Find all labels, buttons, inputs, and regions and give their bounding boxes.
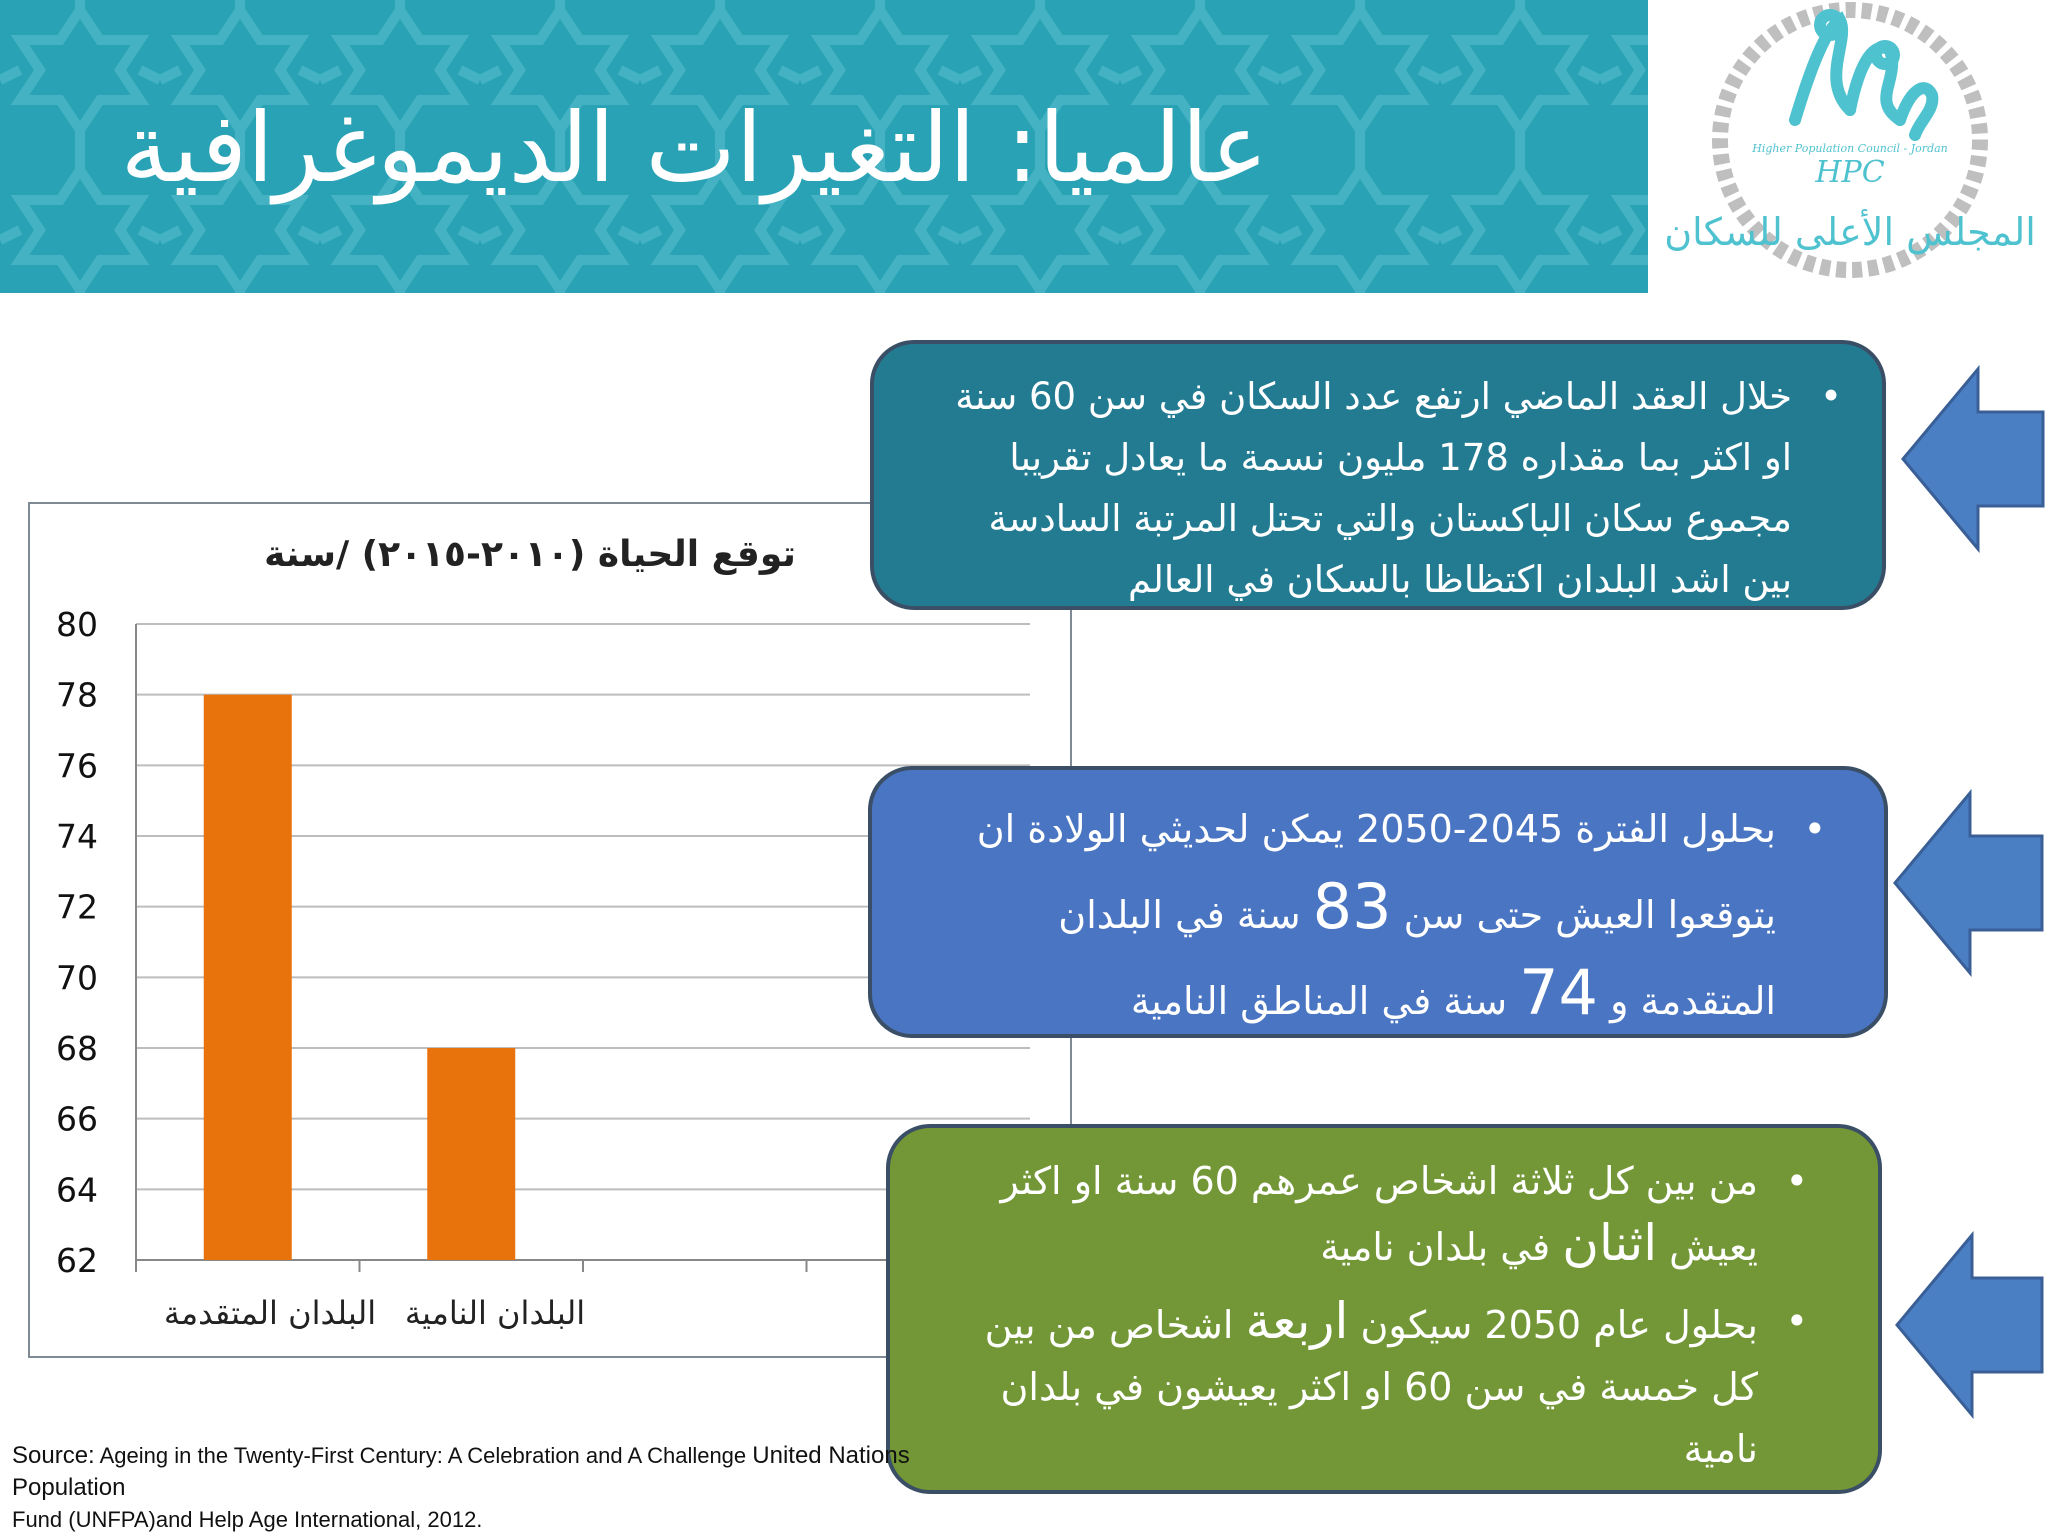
- category-label-developing: البلدان النامية: [404, 1294, 586, 1332]
- y-tick-label: 70: [56, 958, 98, 998]
- y-tick-label: 76: [56, 746, 98, 786]
- bar-developed: [204, 695, 292, 1260]
- callout-life-expectancy-2050: [868, 766, 1888, 1038]
- svg-text:Higher Population Council - Jo: Higher Population Council - Jordan: [1752, 142, 1948, 155]
- y-tick-label: 74: [56, 817, 98, 856]
- source-citation: Source: Ageing in the Twenty-First Century: A Celebration and A Challenge United Nations Population Fund (UNFPA)and Help Age International, 2012.: [12, 1442, 910, 1532]
- arrow-left-icon: [1898, 364, 2048, 554]
- y-tick-label: 80: [56, 605, 98, 644]
- callout-2-text: • بحلول الفترة 2045-2050 يمكن لحديثي الولادة ان يتوقعوا العيش حتى سن 83 سنة في البلدان المتقدمة و 74 سنة في المناطق النامية: [932, 790, 1776, 1040]
- title-banner: [0, 0, 1648, 293]
- category-label-developed: البلدان المتقدمة: [163, 1294, 377, 1332]
- y-tick-label: 68: [56, 1029, 98, 1068]
- callout-3-bullet-2: • بحلول عام 2050 سيكون اربعة اشخاص من بين كل خمسة في سن 60 او اكثر يعيشون في بلدان نامية: [950, 1290, 1758, 1480]
- callout-3-bullet-1: • من بين كل ثلاثة اشخاص عمرهم 60 سنة او اكثر يعيش اثنان في بلدان نامية: [950, 1150, 1758, 1278]
- y-tick-label: 78: [56, 675, 98, 715]
- y-tick-label: 66: [56, 1099, 98, 1139]
- callout-population-increase: [870, 340, 1886, 610]
- y-tick-label: 64: [56, 1170, 98, 1210]
- callout-developing-countries: [886, 1124, 1882, 1494]
- y-tick-label: 72: [56, 887, 98, 927]
- slide-title: عالميا: التغيرات الديموغرافية: [120, 92, 1268, 204]
- svg-text:HPC: HPC: [1815, 155, 1885, 190]
- callout-1-text: • خلال العقد الماضي ارتفع عدد السكان في سن 60 سنة او اكثر بما مقداره 178 مليون نسمة ما يعادل تقريبا مجموع سكان الباكستان والتي تحتل المرتبة السادسة بين اشد البلدان اكتظاظا بالسكان في العالم: [934, 366, 1792, 610]
- arrow-left-icon: [1890, 788, 2048, 978]
- y-tick-label: 62: [56, 1241, 98, 1280]
- chart-title: توقع الحياة (٢٠١٠-٢٠١٥) /سنة: [264, 534, 796, 575]
- hpc-logo: [1664, 0, 2036, 300]
- svg-text:المجلس الأعلى للسكان: المجلس الأعلى للسكان: [1664, 210, 2036, 254]
- bar-developing: [427, 1048, 515, 1260]
- arrow-left-icon: [1892, 1230, 2048, 1420]
